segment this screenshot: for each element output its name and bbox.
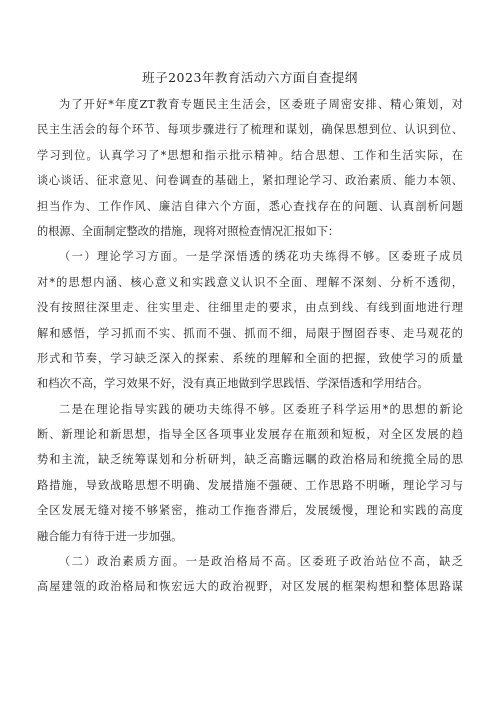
page-title: 班子2023年教育活动六方面自查提纲 xyxy=(142,70,358,85)
text-line: 担当作为、工作作风、廉洁自律六个方面，悉心查找存在的问题、认真剖析问题 xyxy=(37,199,463,213)
text-line: （一）理论学习方面。一是学深悟透的绣花功夫练得不够。区委班子成员 xyxy=(59,250,463,264)
text-line: 为了开好*年度ZT教育专题民主生活会，区委班子周密安排、精心策划，对 xyxy=(59,98,463,111)
text-line: 和档次不高，学习效果不好，没有真正地做到学思践悟、学深悟透和学用结合。 xyxy=(37,377,429,391)
text-line: 全区发展无缝对接不够紧密，推动工作拖沓滞后，发展缓慢，理论和实践的高度 xyxy=(37,504,463,518)
text-line: 二是在理论指导实践的硬功夫练得不够。区委班子科学运用*的思想的新论 xyxy=(59,402,463,416)
text-line: 没有按照往深里走、往实里走、往细里走的要求，由点到线、有线到面地进行理 xyxy=(37,301,463,315)
text-line: 形式和节奏，学习缺乏深入的探索、系统的理解和全面的把握，致使学习的质量 xyxy=(37,351,463,365)
text-line: 断、新理论和新思想，指导全区各项事业发展存在瓶颈和短板，对全区发展的趋 xyxy=(37,428,463,442)
document-body xyxy=(37,92,463,600)
text-line: 学习到位。认真学习了*思想和指示批示精神。结合思想、工作和生活实际，在 xyxy=(37,148,463,162)
text-line: 谈心谈话、征求意见、问卷调查的基础上，紧扣理论学习、政治素质、能力本领、 xyxy=(37,174,463,188)
text-line: 对*的思想内涵、核心意义和实践意义认识不全面、理解不深刻、分析不透彻， xyxy=(37,275,463,289)
text-line: 解和感悟，学习抓而不实、抓而不强、抓而不细，局限于囫囵吞枣、走马观花的 xyxy=(37,326,463,340)
text-line: 高屋建瓴的政治格局和恢宏远大的政治视野，对区发展的框架构想和整体思路谋 xyxy=(37,580,463,594)
text-line: （二）政治素质方面。一是政治格局不高。区委班子政治站位不高，缺乏 xyxy=(59,555,463,569)
text-line: 路措施，导致战略思想不明确、发展措施不强硬、工作思路不明晰，理论学习与 xyxy=(37,478,463,492)
text-line: 民主生活会的每个环节、每项步骤进行了梳理和谋划，确保思想到位、认识到位、 xyxy=(37,123,463,137)
text-line: 的根源、全面制定整改的措施，现将对照检查情况汇报如下： xyxy=(37,224,340,238)
text-line: 融合能力有待于进一步加强。 xyxy=(37,529,183,543)
text-line: 势和主流，缺乏统筹谋划和分析研判，缺乏高瞻远瞩的政治格局和统揽全局的思 xyxy=(37,453,463,467)
